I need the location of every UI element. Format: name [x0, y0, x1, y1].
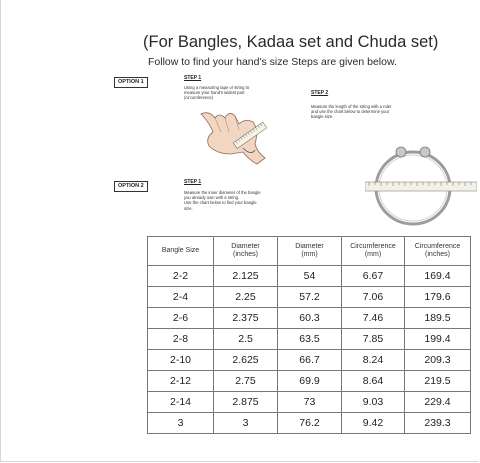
option-2-step-1-text: Measure the inner diameter of the bangle you already own with a string. Use the chart below to find your bangle size. — [184, 190, 261, 211]
table-cell: 60.3 — [278, 308, 342, 329]
table-cell: 9.42 — [342, 413, 405, 434]
table-cell: 7.06 — [342, 287, 405, 308]
table-cell: 6.67 — [342, 266, 405, 287]
table-cell: 2.625 — [214, 350, 278, 371]
option-1-label: OPTION 1 — [114, 77, 148, 88]
table-cell: 2-8 — [148, 329, 214, 350]
table-cell: 2-2 — [148, 266, 214, 287]
table-cell: 2.125 — [214, 266, 278, 287]
table-cell: 3 — [214, 413, 278, 434]
table-cell: 3 — [148, 413, 214, 434]
option-1-step-2-text: Measure the length of the string with a ruler and use the chart below to determine your bangle size. — [311, 104, 392, 120]
table-row — [148, 308, 471, 329]
table-cell: 169.4 — [405, 266, 471, 287]
table-cell: 9.03 — [342, 392, 405, 413]
table-cell: 57.2 — [278, 287, 342, 308]
bangle-ruler-illustration — [365, 140, 477, 230]
table-row — [148, 413, 471, 434]
table-row — [148, 329, 471, 350]
header-diameter-inches: Diameter (inches) — [214, 237, 278, 266]
table-cell: 189.5 — [405, 308, 471, 329]
table-cell: 8.64 — [342, 371, 405, 392]
table-cell: 2.25 — [214, 287, 278, 308]
table-cell: 76.2 — [278, 413, 342, 434]
table-cell: 209.3 — [405, 350, 471, 371]
header-diameter-mm: Diameter (mm) — [278, 237, 342, 266]
table-cell: 66.7 — [278, 350, 342, 371]
table-cell: 2.375 — [214, 308, 278, 329]
header-circumference-mm: Circumference (mm) — [342, 237, 405, 266]
header-bangle-size: Bangle Size — [148, 237, 214, 266]
option-1-step-2-label: STEP 2 — [311, 90, 329, 96]
hand-measuring-illustration — [195, 108, 275, 170]
table-cell: 2.75 — [214, 371, 278, 392]
table-cell: 7.46 — [342, 308, 405, 329]
table-cell: 179.6 — [405, 287, 471, 308]
table-cell: 2-10 — [148, 350, 214, 371]
table-cell: 2.875 — [214, 392, 278, 413]
option-1-step-1-label: STEP 1 — [184, 75, 202, 81]
table-cell: 2-12 — [148, 371, 214, 392]
table-cell: 199.4 — [405, 329, 471, 350]
table-row — [148, 392, 471, 413]
table-cell: 54 — [278, 266, 342, 287]
table-cell: 229.4 — [405, 392, 471, 413]
header-circumference-inches: Circumference (inches) — [405, 237, 471, 266]
table-row — [148, 266, 471, 287]
table-cell: 2-4 — [148, 287, 214, 308]
table-row — [148, 371, 471, 392]
option-2-label: OPTION 2 — [114, 181, 148, 192]
page-title: (For Bangles, Kadaa set and Chuda set) — [143, 33, 439, 51]
table-cell: 73 — [278, 392, 342, 413]
table-cell: 2.5 — [214, 329, 278, 350]
option-2-step-1-label: STEP 1 — [184, 179, 202, 185]
bangle-size-table — [147, 236, 471, 434]
table-cell: 219.5 — [405, 371, 471, 392]
table-row — [148, 287, 471, 308]
table-cell: 69.9 — [278, 371, 342, 392]
table-cell: 2-14 — [148, 392, 214, 413]
page-subtitle: Follow to find your hand's size Steps are given below. — [148, 56, 397, 68]
table-row — [148, 350, 471, 371]
table-cell: 8.24 — [342, 350, 405, 371]
table-header-row — [148, 237, 471, 266]
table-cell: 63.5 — [278, 329, 342, 350]
table-cell: 239.3 — [405, 413, 471, 434]
option-1-step-1-text: Using a measuring tape or string to measure your hand's widest part (circumference) — [184, 85, 250, 101]
table-cell: 7.85 — [342, 329, 405, 350]
table-cell: 2-6 — [148, 308, 214, 329]
